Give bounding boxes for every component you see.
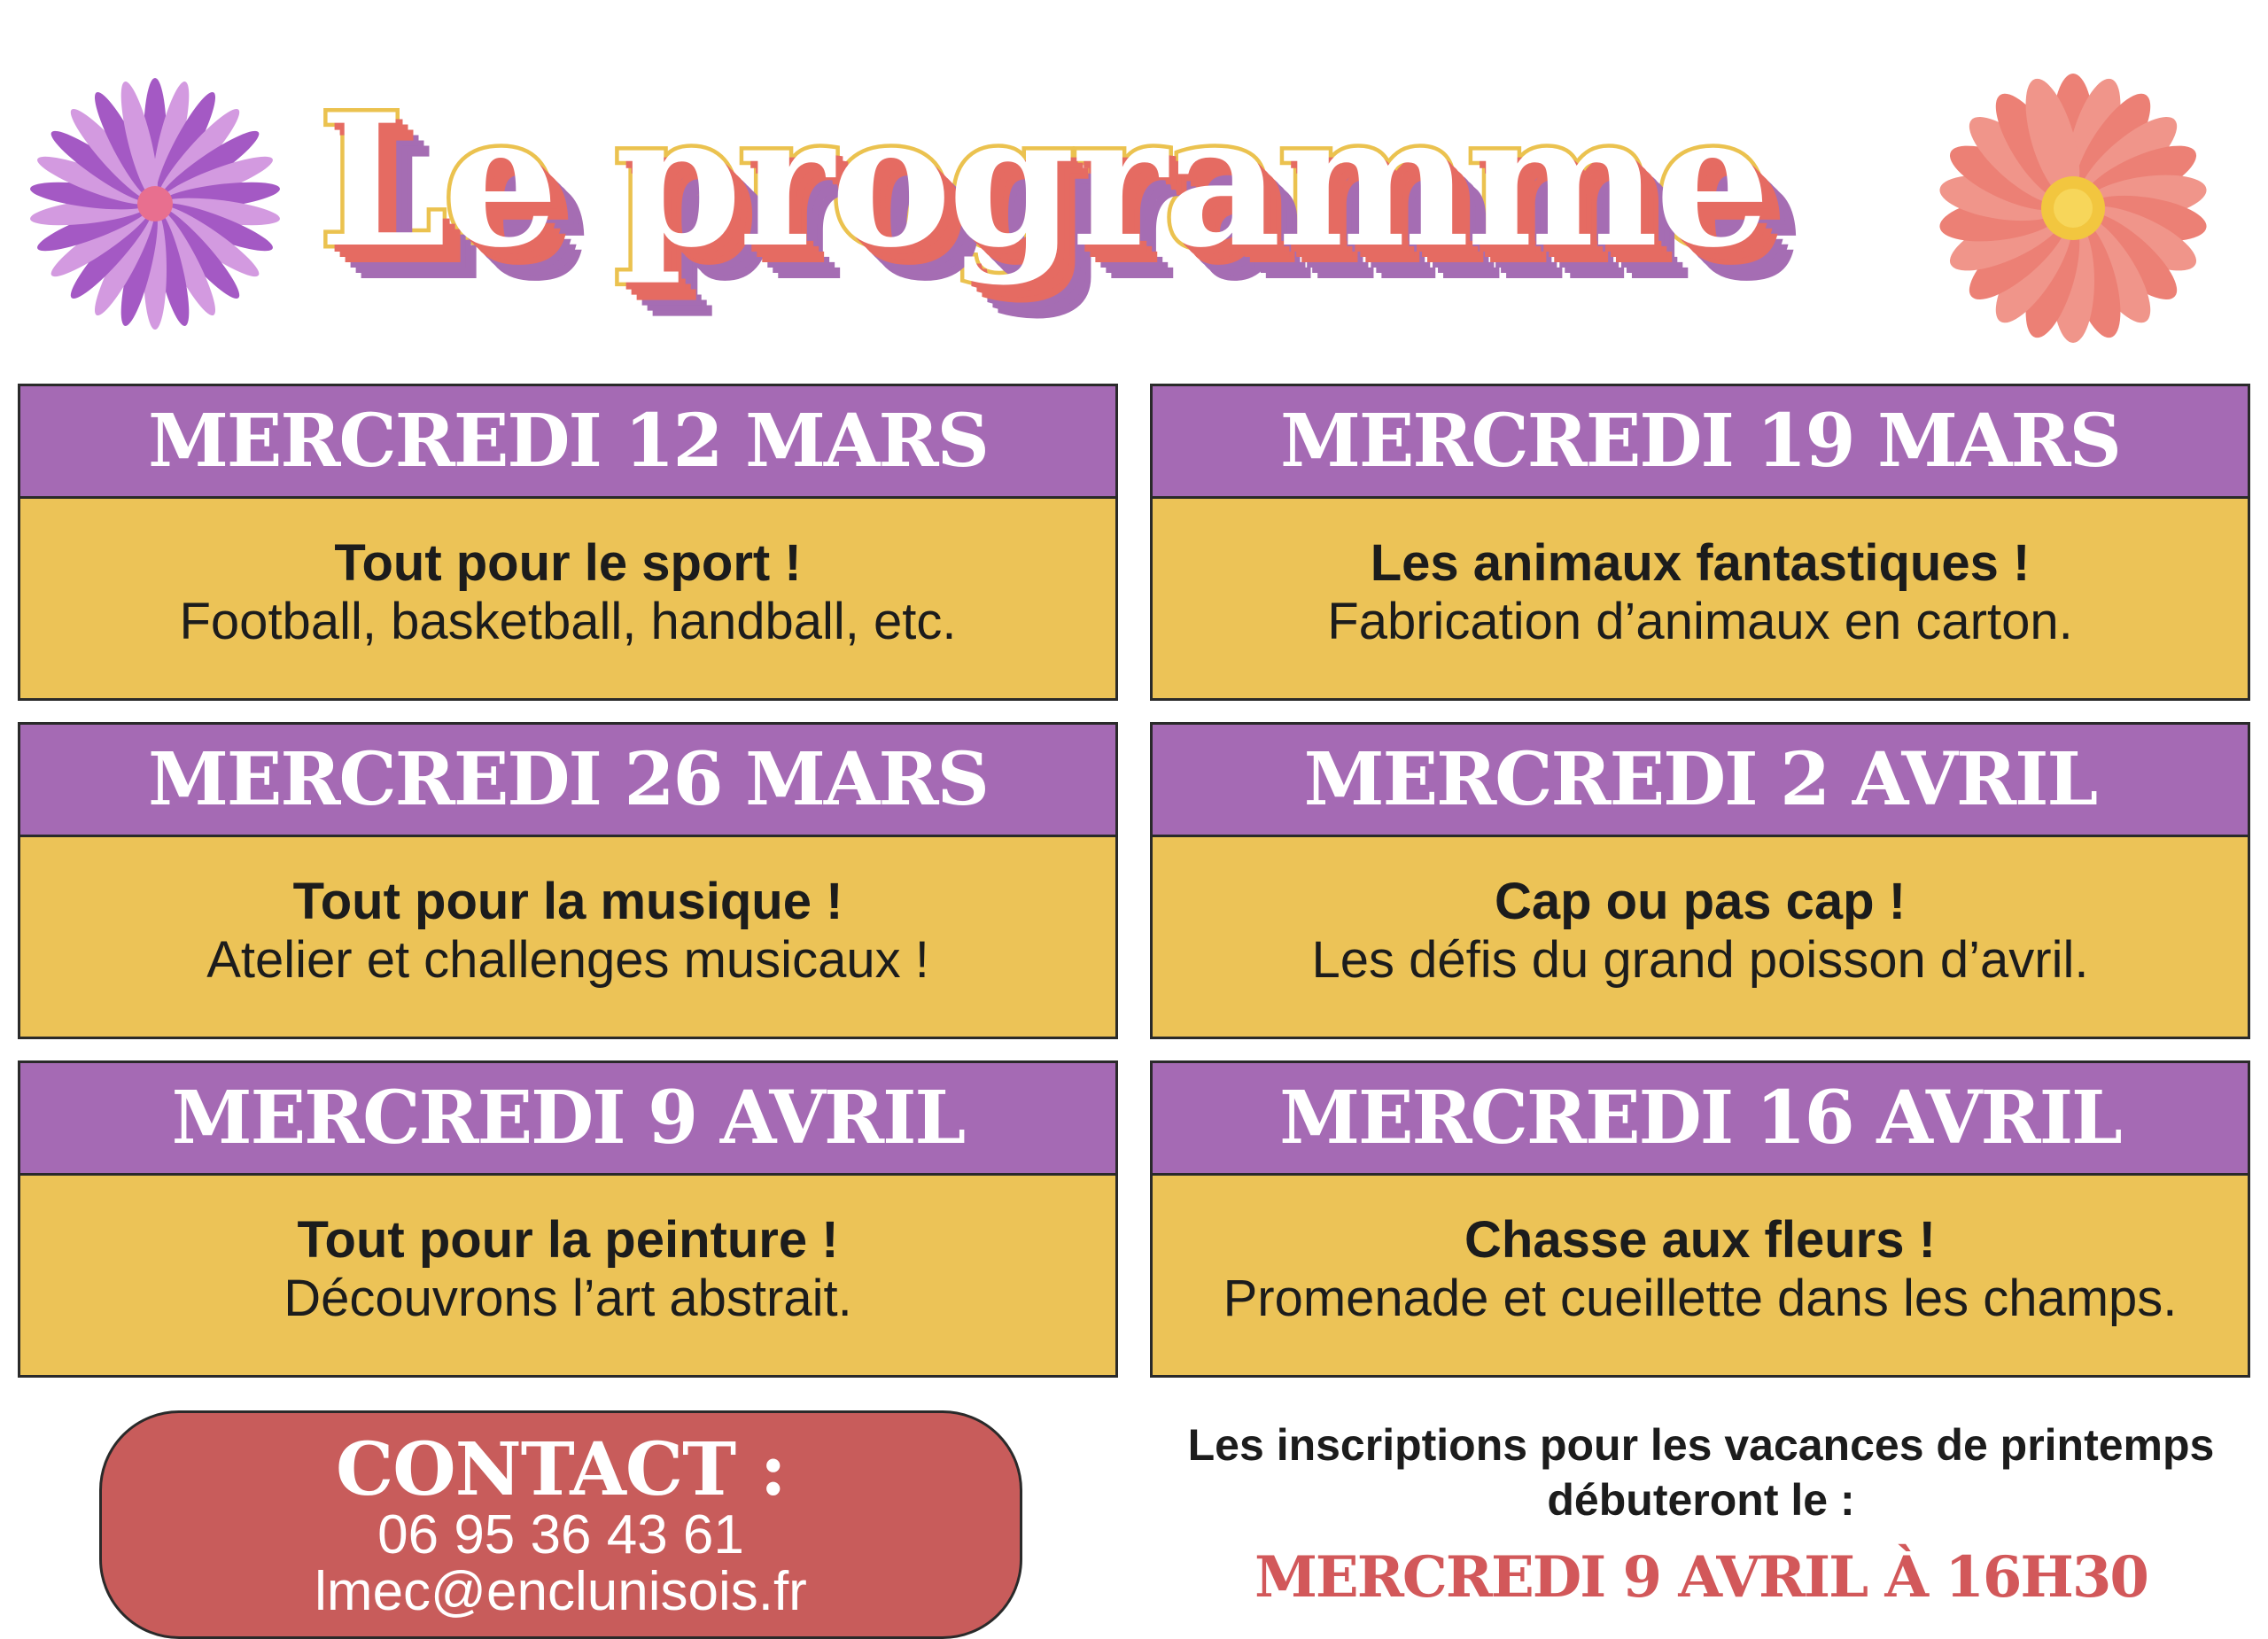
- event-date: MERCREDI 19 MARS: [1280, 399, 2120, 484]
- page-title: Le programme: [319, 75, 1767, 288]
- event-date-band: [20, 1063, 1115, 1176]
- contact-email[interactable]: lmec@enclunisois.fr: [315, 1561, 807, 1622]
- event-date: MERCREDI 26 MARS: [148, 737, 988, 822]
- event-title: Chasse aux fleurs !: [1464, 1210, 1936, 1269]
- event-description: Découvrons l’art abstrait.: [284, 1269, 852, 1327]
- event-date: MERCREDI 12 MARS: [148, 399, 988, 484]
- event-description: Les défis du grand poisson d’avril.: [1311, 930, 2089, 989]
- event-title: Tout pour la musique !: [292, 872, 843, 930]
- event-description: Football, basketball, handball, etc.: [179, 592, 957, 650]
- event-title: Cap ou pas cap !: [1494, 872, 1907, 930]
- event-date-band: [20, 725, 1115, 837]
- event-title: Les animaux fantastiques !: [1370, 533, 2031, 592]
- title-area: [319, 75, 1914, 297]
- event-date-band: [1153, 386, 2248, 499]
- event-card: [18, 1060, 1118, 1378]
- event-title: Tout pour la peinture !: [297, 1210, 839, 1269]
- purple-daisy-icon: [22, 71, 288, 337]
- event-card: [18, 384, 1118, 701]
- event-body: [20, 837, 1115, 1037]
- event-card: [1150, 722, 2250, 1039]
- event-date-band: [1153, 1063, 2248, 1176]
- event-card: [1150, 1060, 2250, 1378]
- event-title: Tout pour le sport !: [334, 533, 802, 592]
- event-description: Fabrication d’animaux en carton.: [1327, 592, 2073, 650]
- contact-phone[interactable]: 06 95 36 43 61: [377, 1504, 744, 1565]
- event-date: MERCREDI 9 AVRIL: [171, 1076, 965, 1161]
- registration-date: MERCREDI 9 AVRIL À 16H30: [1254, 1544, 2148, 1611]
- event-date: MERCREDI 16 AVRIL: [1279, 1076, 2121, 1161]
- event-body: [1153, 837, 2248, 1037]
- contact-box: [99, 1410, 1022, 1639]
- event-description: Promenade et cueillette dans les champs.: [1223, 1269, 2178, 1327]
- registration-text: Les inscriptions pour les vacances de printemps débuteront le :: [1187, 1420, 2215, 1525]
- event-description: Atelier et challenges musicaux !: [206, 930, 929, 989]
- event-body: [20, 1176, 1115, 1375]
- event-date: MERCREDI 2 AVRIL: [1303, 737, 2097, 822]
- event-date-band: [1153, 725, 2248, 837]
- event-date-band: [20, 386, 1115, 499]
- contact-title: CONTACT :: [336, 1427, 786, 1512]
- event-body: [1153, 1176, 2248, 1375]
- pink-daisy-icon: [1927, 62, 2219, 354]
- event-body: [20, 499, 1115, 698]
- event-card: [18, 722, 1118, 1039]
- registration-notice: [1152, 1418, 2250, 1609]
- event-card: [1150, 384, 2250, 701]
- event-body: [1153, 499, 2248, 698]
